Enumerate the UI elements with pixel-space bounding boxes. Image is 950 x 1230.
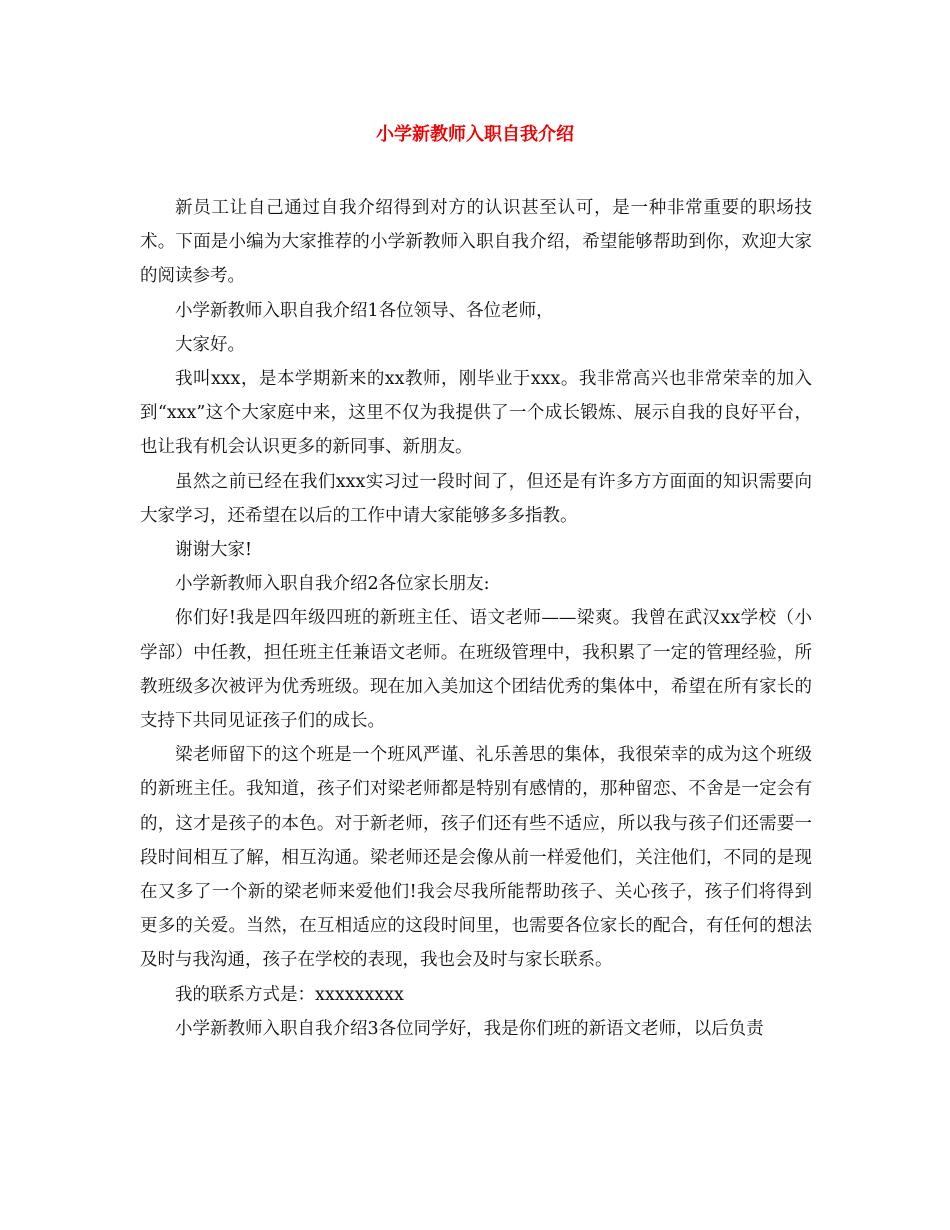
paragraph-teacher-intro: 你们好!我是四年级四班的新班主任、语文老师——梁爽。我曾在武汉xx学校（小学部）中任教，担任班主任兼语文老师。在班级管理中，我积累了一定的管理经验，所教班级多次被评为优秀班级。现在加入美加这个团结优秀的集体中，希望在所有家长的支持下共同见证孩子们的成长。: [140, 608, 812, 732]
paragraph-intro: 新员工让自己通过自我介绍得到对方的认识甚至认可，是一种非常重要的职场技术。下面是小编为大家推荐的小学新教师入职自我介绍，希望能够帮助到你，欢迎大家的阅读参考。: [140, 198, 812, 287]
paragraph-learning: 虽然之前已经在我们xxx实习过一段时间了，但还是有许多方方面面的知识需要向大家学习，还希望在以后的工作中请大家能够多多指教。: [140, 471, 812, 526]
paragraph-thanks: 谢谢大家!: [175, 540, 253, 561]
paragraph-contact: 我的联系方式是：xxxxxxxxx: [175, 984, 404, 1005]
document-title: 小学新教师入职自我介绍: [376, 124, 574, 145]
paragraph-hello: 大家好。: [175, 334, 245, 355]
paragraph-self-intro: 我叫xxx，是本学期新来的xx教师，刚毕业于xxx。我非常高兴也非常荣幸的加入到“xxx”这个大家庭中来，这里不仅为我提供了一个成长锻炼、展示自我的良好平台，也让我有机会认识更多的新同事、新朋友。: [140, 369, 812, 458]
document-body: [140, 191, 812, 1046]
paragraph-section-3-start: 小学新教师入职自我介绍3各位同学好，我是你们班的新语文老师，以后负责: [175, 1018, 764, 1039]
paragraph-class-description: 梁老师留下的这个班是一个班风严谨、礼乐善思的集体，我很荣幸的成为这个班级的新班主任。我知道，孩子们对梁老师都是特别有感情的，那种留恋、不舍是一定会有的，这才是孩子的本色。对于新老师，孩子们还有些不适应，所以我与孩子们还需要一段时间相互了解，相互沟通。梁老师还是会像从前一样爱他们，关注他们，不同的是现在又多了一个新的梁老师来爱他们!我会尽我所能帮助孩子、关心孩子，孩子们将得到更多的关爱。当然，在互相适应的这段时间里，也需要各位家长的配合，有任何的想法及时与我沟通，孩子在学校的表现，我也会及时与家长联系。: [140, 745, 812, 971]
paragraph-section-2-greeting: 小学新教师入职自我介绍2各位家长朋友:: [175, 574, 490, 595]
paragraph-section-1-greeting: 小学新教师入职自我介绍1各位领导、各位老师，: [175, 300, 554, 321]
